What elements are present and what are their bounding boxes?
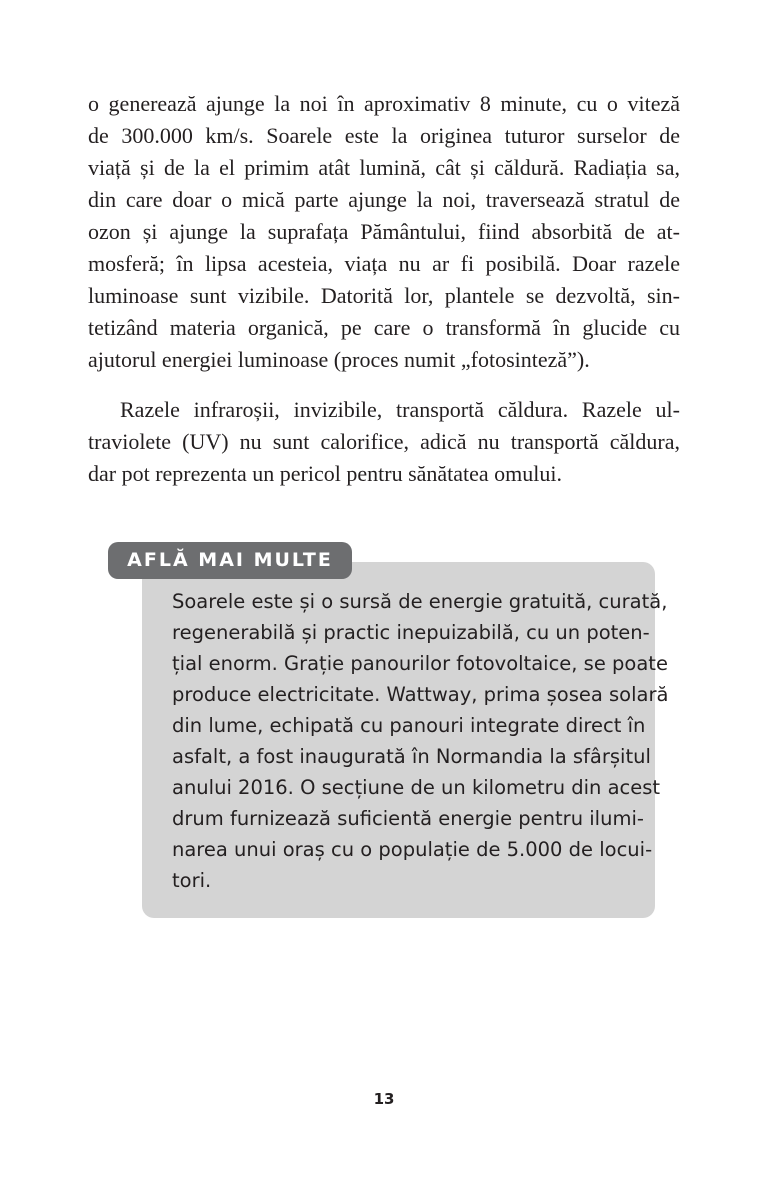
text-line: traviolete (UV) nu sunt calorifice, adică nu transportă căldura, [88,429,680,454]
info-line: anului 2016. O secțiune de un kilometru din acest [172,776,661,799]
text-line: ozon și ajunge la suprafața Pământului, fiind absorbită de at- [88,219,680,244]
info-line: narea unui oraș cu o populație de 5.000 de locui- [172,838,653,861]
text-line: ajutorul energiei luminoase (proces numit „fotosinteză”). [88,347,590,372]
text-line: tetizând materia organică, pe care o transformă în glucide cu [88,315,680,340]
info-line: Soarele este și o sursă de energie gratuită, curată, [172,590,668,613]
info-box-label: AFLĂ MAI MULTE [108,542,352,579]
page-number: 13 [373,1090,395,1108]
info-line: țial enorm. Grație panourilor fotovoltaice, se poate [172,652,668,675]
info-line: din lume, echipată cu panouri integrate direct în [172,714,646,737]
info-line: asfalt, a fost inaugurată în Normandia la sfârșitul [172,745,651,768]
text-line: mosferă; în lipsa acesteia, viața nu ar fi posibilă. Doar razele [88,251,680,276]
body-paragraph-2 [88,394,680,490]
text-line: de 300.000 km/s. Soarele este la originea tuturor surselor de [88,123,680,148]
body-paragraph-1 [88,88,680,376]
text-line: din care doar o mică parte ajunge la noi, traversează stratul de [88,187,680,212]
info-line: produce electricitate. Wattway, prima șosea solară [172,683,669,706]
text-line: dar pot reprezenta un pericol pentru sănătatea omului. [88,461,563,486]
text-line: Razele infraroșii, invizibile, transportă căldura. Razele ul- [120,397,680,422]
info-box-text [172,586,669,896]
text-line: o generează ajunge la noi în aproximativ 8 minute, cu o viteză [88,91,680,116]
info-line: tori. [172,869,212,892]
text-line: luminoase sunt vizibile. Datorită lor, plantele se dezvoltă, sin- [88,283,680,308]
info-line: regenerabilă și practic inepuizabilă, cu un poten- [172,621,650,644]
text-line: viață și de la el primim atât lumină, cât și căldură. Radiația sa, [88,155,680,180]
info-line: drum furnizează suficientă energie pentru ilumi- [172,807,644,830]
